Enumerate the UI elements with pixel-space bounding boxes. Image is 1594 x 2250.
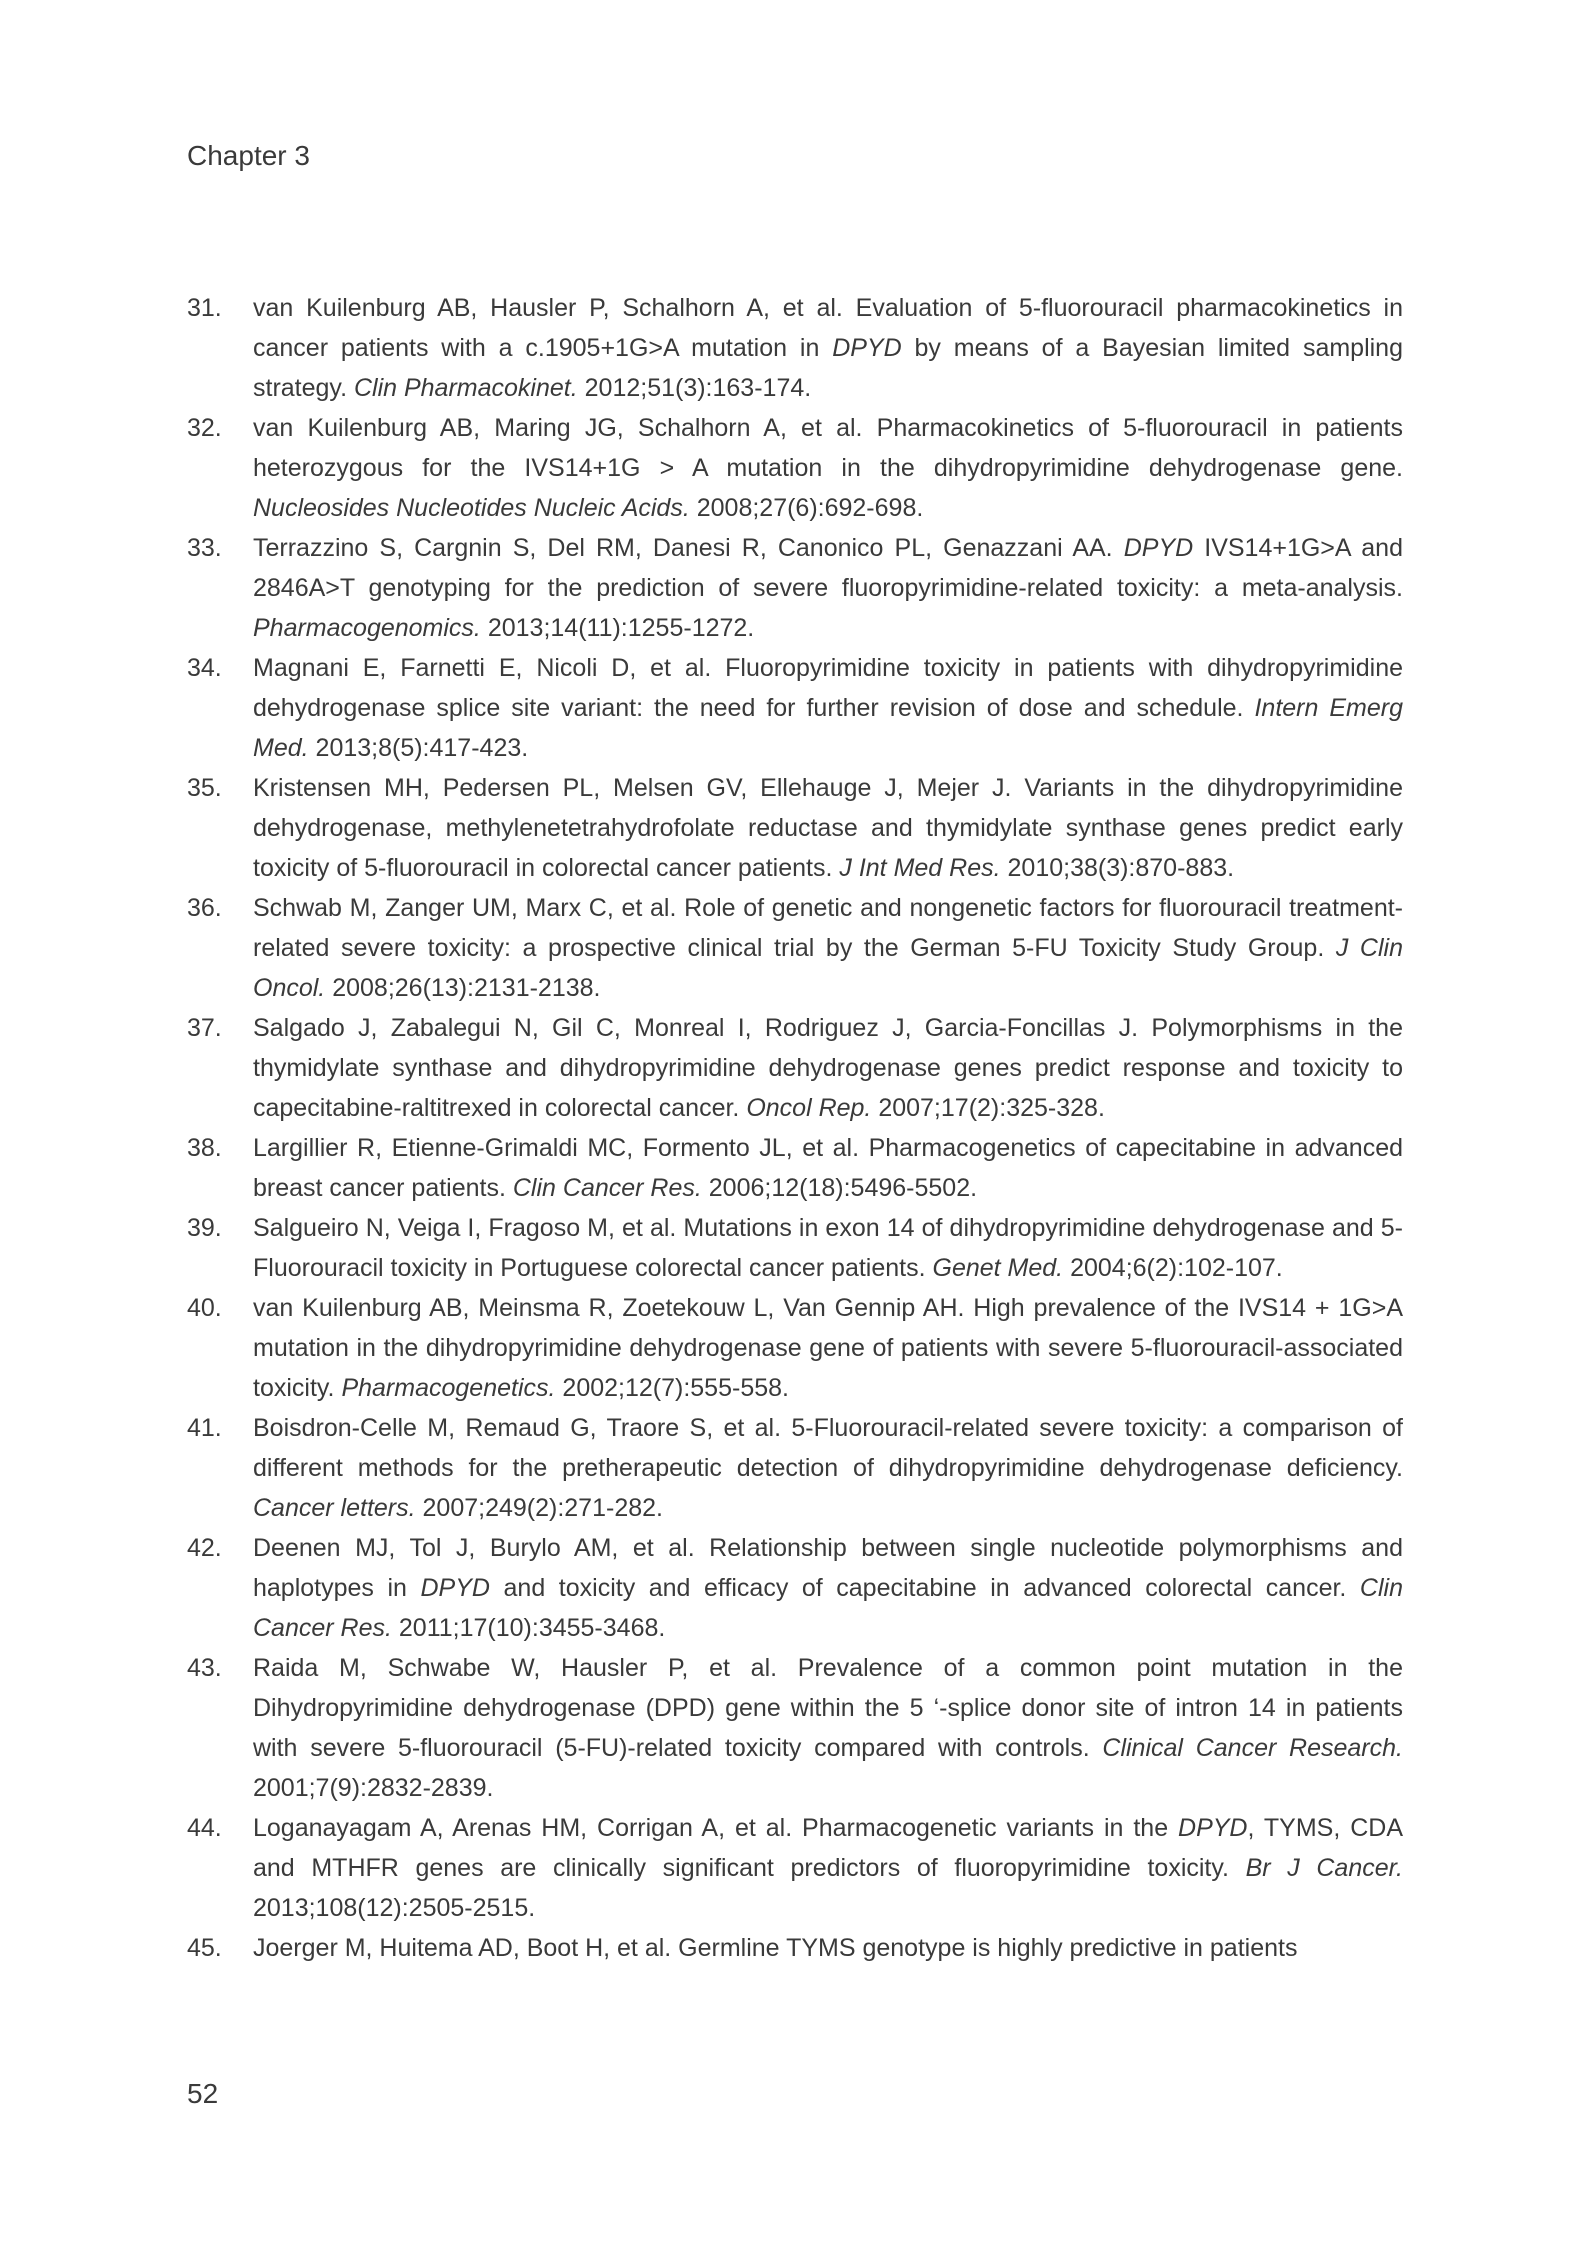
reference-number: 40. (187, 1294, 222, 1322)
reference-item (187, 1008, 1403, 1128)
reference-segment: IVS14+1G>A and 2846A>T genotyping for the prediction of severe fluoropyrimidine-related toxicity: a meta-analysis. (253, 534, 1403, 602)
reference-text (253, 1134, 1403, 1202)
reference-text (253, 534, 1403, 642)
reference-segment: by means of a Bayesian limited sampling strategy. (253, 334, 1403, 402)
reference-item (187, 1128, 1403, 1208)
reference-segment: 2007;17(2):325-328. (871, 1094, 1105, 1122)
reference-text (253, 1814, 1403, 1922)
reference-segment: Schwab M, Zanger UM, Marx C, et al. Role of genetic and nongenetic factors for fluorouracil treatment-related severe toxicity: a prospective clinical trial by the German 5-FU Toxicity Study Group. (253, 894, 1403, 962)
reference-segment: 2010;38(3):870-883. (1000, 854, 1235, 882)
reference-item (187, 1208, 1403, 1288)
reference-number: 33. (187, 534, 222, 562)
reference-segment: 2006;12(18):5496-5502. (701, 1174, 978, 1202)
reference-item (187, 408, 1403, 528)
reference-text (253, 654, 1403, 762)
reference-segment: 2013;8(5):417-423. (308, 734, 529, 762)
reference-number: 43. (187, 1654, 222, 1682)
reference-segment: 2007;249(2):271-282. (415, 1494, 663, 1522)
reference-segment: and toxicity and efficacy of capecitabine in advanced colorectal cancer. (489, 1574, 1360, 1602)
reference-segment: Salgado J, Zabalegui N, Gil C, Monreal I, Rodriguez J, Garcia-Foncillas J. Polymorphisms in the thymidylate synthase and dihydropyrimidine dehydrogenase genes predict response and toxicity to capecitabine-raltitrexed in colorectal cancer. (253, 1014, 1403, 1122)
reference-italic-segment: Intern Emerg Med. (253, 694, 1403, 762)
reference-segment: Boisdron-Celle M, Remaud G, Traore S, et al. 5-Fluorouracil-related severe toxicity: a comparison of different methods for the pretherapeutic detection of dihydropyrimidine dehydrogenase deficiency. (253, 1414, 1403, 1482)
reference-segment: van Kuilenburg AB, Meinsma R, Zoetekouw L, Van Gennip AH. High prevalence of the IVS14 + 1G>A mutation in the dihydropyrimidine dehydrogenase gene of patients with severe 5-fluorouracil-associated toxicity. (253, 1294, 1403, 1402)
reference-number: 34. (187, 654, 222, 682)
reference-segment: van Kuilenburg AB, Hausler P, Schalhorn A, et al. Evaluation of 5-fluorouracil pharmacokinetics in cancer patients with a c.1905+1G>A mutation in (253, 294, 1403, 362)
reference-italic-segment: Clinical Cancer Research. (1102, 1734, 1403, 1762)
reference-text (253, 1934, 1297, 1962)
reference-segment: Joerger M, Huitema AD, Boot H, et al. Germline TYMS genotype is highly predictive in patients (253, 1934, 1298, 1962)
reference-italic-segment: Oncol Rep. (746, 1094, 872, 1122)
reference-italic-segment: Clin Cancer Res. (512, 1174, 702, 1202)
reference-segment: 2013;14(11):1255-1272. (480, 614, 755, 642)
reference-text (253, 774, 1403, 882)
reference-italic-segment: Clin Pharmacokinet. (353, 374, 578, 402)
reference-italic-segment: DPYD (1123, 534, 1194, 562)
reference-italic-segment: Clin Cancer Res. (253, 1574, 1403, 1642)
reference-item (187, 1928, 1403, 1968)
reference-segment: 2008;26(13):2131-2138. (325, 974, 601, 1002)
reference-text (253, 894, 1403, 1002)
running-head: Chapter 3 (187, 140, 310, 171)
reference-segment: Magnani E, Farnetti E, Nicoli D, et al. Fluoropyrimidine toxicity in patients with dihydropyrimidine dehydrogenase splice site variant: the need for further revision of dose and schedule. (253, 654, 1403, 722)
reference-number: 36. (187, 894, 222, 922)
reference-italic-segment: Cancer letters. (253, 1494, 416, 1522)
reference-number: 42. (187, 1534, 222, 1562)
reference-italic-segment: DPYD (1178, 1814, 1248, 1842)
reference-segment: Deenen MJ, Tol J, Burylo AM, et al. Relationship between single nucleotide polymorphisms and haplotypes in (253, 1534, 1403, 1602)
reference-italic-segment: Genet Med. (932, 1254, 1064, 1282)
reference-item (187, 528, 1403, 648)
reference-list (187, 288, 1403, 1968)
reference-segment: 2004;6(2):102-107. (1063, 1254, 1283, 1282)
reference-segment: Terrazzino S, Cargnin S, Del RM, Danesi R, Canonico PL, Genazzani AA. (253, 534, 1124, 562)
reference-item (187, 1808, 1403, 1928)
reference-item (187, 288, 1403, 408)
reference-segment: 2002;12(7):555-558. (555, 1374, 789, 1402)
reference-segment: van Kuilenburg AB, Maring JG, Schalhorn A, et al. Pharmacokinetics of 5-fluorouracil in patients heterozygous for the IVS14+1G > A mutation in the dihydropyrimidine dehydrogenase gene. (253, 414, 1403, 482)
reference-item (187, 768, 1403, 888)
reference-segment: 2011;17(10):3455-3468. (391, 1614, 666, 1642)
reference-item (187, 648, 1403, 768)
reference-italic-segment: Pharmacogenomics. (253, 614, 481, 642)
reference-text (253, 414, 1403, 522)
reference-number: 35. (187, 774, 222, 802)
reference-segment: 2012;51(3):163-174. (577, 374, 812, 402)
reference-text (253, 1534, 1403, 1642)
reference-text (253, 1294, 1403, 1402)
reference-segment: Largillier R, Etienne-Grimaldi MC, Formento JL, et al. Pharmacogenetics of capecitabine in advanced breast cancer patients. (253, 1134, 1403, 1202)
reference-item (187, 888, 1403, 1008)
reference-item (187, 1528, 1403, 1648)
reference-item (187, 1408, 1403, 1528)
reference-segment: Salgueiro N, Veiga I, Fragoso M, et al. Mutations in exon 14 of dihydropyrimidine dehydrogenase and 5-Fluorouracil toxicity in Portuguese colorectal cancer patients. (253, 1214, 1403, 1282)
reference-segment: 2013;108(12):2505-2515. (253, 1894, 536, 1922)
reference-item (187, 1288, 1403, 1408)
reference-segment: 2001;7(9):2832-2839. (253, 1774, 494, 1802)
reference-italic-segment: Br J Cancer. (1245, 1854, 1403, 1882)
reference-number: 41. (187, 1414, 222, 1442)
reference-text (253, 1014, 1403, 1122)
reference-italic-segment: Pharmacogenetics. (341, 1374, 556, 1402)
reference-italic-segment: J Clin Oncol. (253, 934, 1403, 1002)
reference-item (187, 1648, 1403, 1808)
reference-segment: Raida M, Schwabe W, Hausler P, et al. Prevalence of a common point mutation in the Dihydropyrimidine dehydrogenase (DPD) gene within the 5 ‘-splice donor site of intron 14 in patients with severe 5-fluorouracil (5-FU)-related toxicity compared with controls. (253, 1654, 1403, 1762)
reference-number: 32. (187, 414, 222, 442)
reference-text (253, 294, 1403, 402)
reference-number: 44. (187, 1814, 222, 1842)
reference-text (253, 1414, 1403, 1522)
reference-italic-segment: DPYD (420, 1574, 490, 1602)
reference-text (253, 1214, 1403, 1282)
reference-segment: Kristensen MH, Pedersen PL, Melsen GV, Ellehauge J, Mejer J. Variants in the dihydropyrimidine dehydrogenase, methylenetetrahydrofolate reductase and thymidylate synthase genes predict early toxicity of 5-fluorouracil in colorectal cancer patients. (253, 774, 1403, 882)
reference-number: 45. (187, 1934, 222, 1962)
reference-text (253, 1654, 1403, 1802)
reference-italic-segment: DPYD (832, 334, 902, 362)
page-number: 52 (187, 2078, 219, 2109)
reference-number: 38. (187, 1134, 222, 1162)
reference-number: 31. (187, 294, 222, 322)
reference-italic-segment: Nucleosides Nucleotides Nucleic Acids. (253, 494, 690, 522)
reference-italic-segment: J Int Med Res. (839, 854, 1001, 882)
reference-number: 39. (187, 1214, 222, 1242)
reference-number: 37. (187, 1014, 222, 1042)
reference-segment: , TYMS, CDA and MTHFR genes are clinically significant predictors of fluoropyrimidine toxicity. (253, 1814, 1404, 1882)
reference-segment: 2008;27(6):692-698. (689, 494, 924, 522)
reference-segment: Loganayagam A, Arenas HM, Corrigan A, et al. Pharmacogenetic variants in the (253, 1814, 1179, 1842)
